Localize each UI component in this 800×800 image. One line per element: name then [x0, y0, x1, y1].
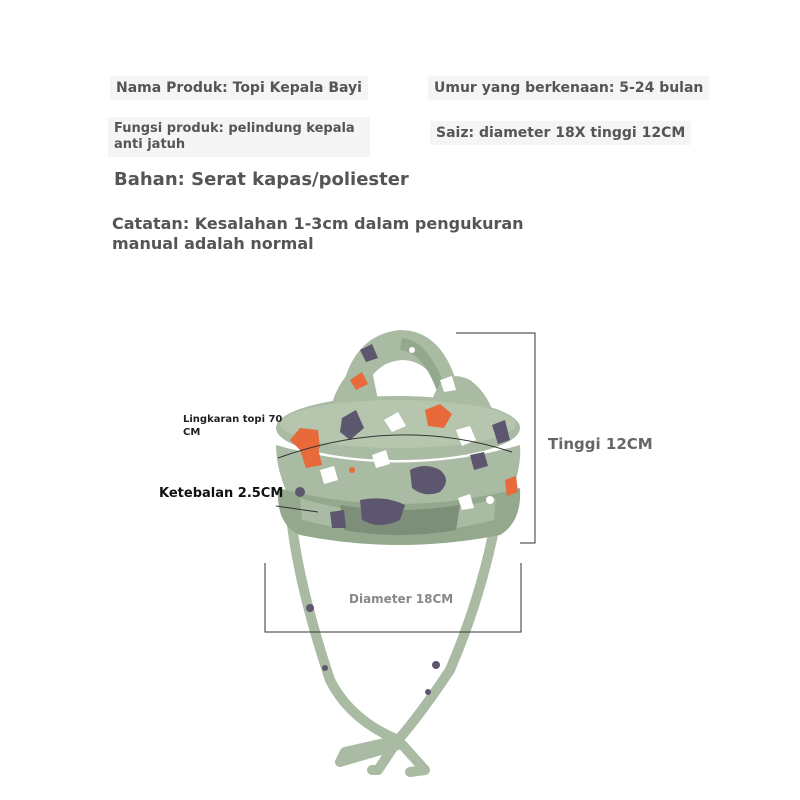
product-name-text: Nama Produk: Topi Kepala Bayi — [110, 76, 368, 100]
function-text: Fungsi produk: pelindung kepala anti jatuh — [108, 117, 370, 157]
diameter-label: Diameter 18CM — [349, 592, 454, 606]
material-text: Bahan: Serat kapas/poliester — [114, 169, 409, 190]
note-text: Catatan: Kesalahan 1-3cm dalam pengukuran manual adalah normal — [112, 214, 524, 253]
age-range-text: Umur yang berkenaan: 5-24 bulan — [428, 76, 709, 100]
circumference-label: Lingkaran topi 70 CM — [183, 414, 283, 438]
size-text: Saiz: diameter 18X tinggi 12CM — [430, 121, 691, 145]
thickness-label: Ketebalan 2.5CM — [159, 486, 284, 501]
strap-ties — [292, 525, 495, 772]
height-label: Tinggi 12CM — [548, 435, 653, 453]
